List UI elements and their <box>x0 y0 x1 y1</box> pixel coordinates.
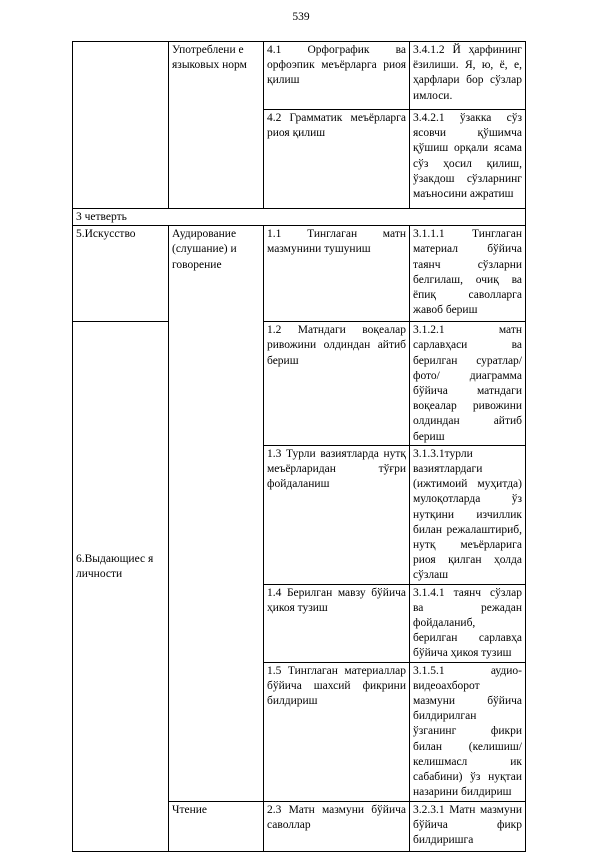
outcome-cell: 2.3 Матн мазмуни бўйича саволлар <box>264 801 410 851</box>
outcome-cell: 4.1 Орфографик ва орфоэпик меъёрларга риоя қилиш <box>264 42 410 110</box>
objective-cell: 3.4.2.1 ўзакка сўз ясовчи қўшимча қўшиш орқали ясама сўз ҳосил қилиш, ўзакдош сўзларнинг маъносини ажратиш <box>410 110 526 209</box>
outcome-cell: 1.4 Берилган мавзу бўйича ҳикоя тузиш <box>264 584 410 662</box>
objective-cell: 3.1.5.1 аудио-видеоахборот мазмуни бўйича билдирилган ўзганинг фикри билан (келишиш/келишмасл ик сабабини) ўз нуқтаи назарини билдириш <box>410 662 526 801</box>
quarter-label: 3 четверть <box>73 209 526 226</box>
objective-cell: 3.1.2.1 матн сарлавҳаси ва берилган суратлар/ фото/ диаграмма бўйича матндаги воқеалар ривожини олдиндан айтиб бериш <box>410 322 526 446</box>
skill-cell: Аудирование (слушание) и говорение <box>169 226 264 801</box>
quarter-row <box>73 209 526 226</box>
outcome-cell: 1.2 Матндаги воқеалар ривожини олдиндан айтиб бериш <box>264 322 410 446</box>
objective-cell: 3.1.4.1 таянч сўзлар ва режадан фойдаланиб, берилган сарлавҳа бўйича ҳикоя тузиш <box>410 584 526 662</box>
outcome-cell: 4.2 Грамматик меъёрларга риоя қилиш <box>264 110 410 209</box>
objective-cell: 3.4.1.2 Й ҳарфининг ёзилиши. Я, ю, ё, е, ҳарфлари бор сўзлар имлоси. <box>410 42 526 110</box>
outcome-cell: 1.1 Тинглаган матн мазмунини тушуниш <box>264 226 410 322</box>
outcome-cell: 1.5 Тинглаган материаллар бўйича шахсий фикрини билдириш <box>264 662 410 801</box>
outcome-cell: 1.3 Турли вазиятларда нутқ меъёрларидан тўғри фойдаланиш <box>264 445 410 584</box>
objective-cell: 3.1.1.1 Тинглаган материал бўйича таянч сўзларни белгилаш, очиқ ва ёпиқ саволларга жавоб бериш <box>410 226 526 322</box>
theme-cell <box>73 322 169 851</box>
theme-label: 6.Выдающиес я личности <box>76 552 154 580</box>
theme-cell: 5.Искусство <box>73 226 169 322</box>
skill-cell: Чтение <box>169 801 264 851</box>
objective-cell: 3.1.3.1турли вазиятлардаги (ижтимоий муҳитда) мулоқотларда ўз нутқини изчиллик билан режалаштириб, нутқ меъёрларига риоя қилган ҳолда сўзлаш <box>410 445 526 584</box>
curriculum-table <box>72 41 526 852</box>
skill-cell: Употреблени е языковых норм <box>169 42 264 209</box>
theme-cell <box>73 42 169 209</box>
objective-cell: 3.2.3.1 Матн мазмуни бўйича фикр билдиришга <box>410 801 526 851</box>
page-number: 539 <box>292 11 310 23</box>
table-row <box>73 42 526 110</box>
table-row <box>73 322 526 446</box>
table-row <box>73 226 526 322</box>
